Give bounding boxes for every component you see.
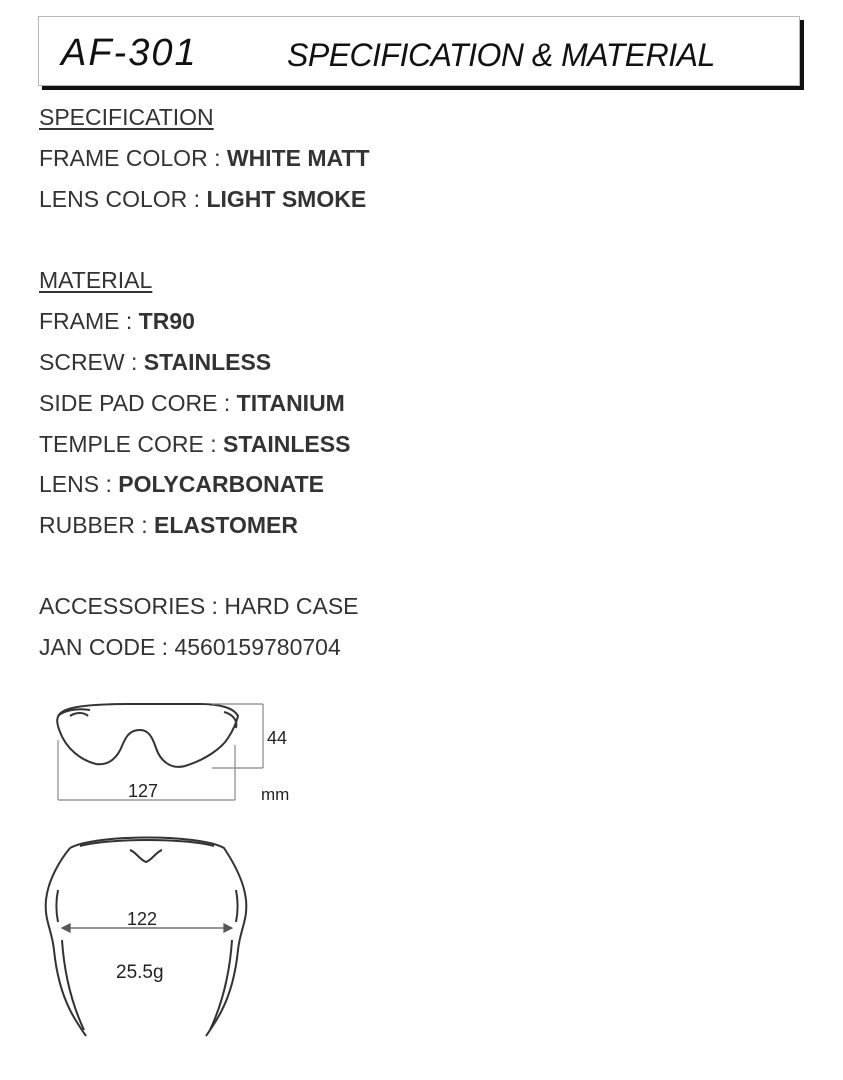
material-label: TEMPLE CORE :: [39, 431, 224, 457]
material-value: TITANIUM: [236, 390, 345, 416]
specification-heading: SPECIFICATION: [39, 104, 214, 130]
material-value: STAINLESS: [223, 431, 351, 457]
material-heading: MATERIAL: [39, 267, 153, 293]
document-title: SPECIFICATION & MATERIAL: [287, 37, 715, 73]
front-dimension-lines: [58, 704, 263, 800]
model-number: AF-301: [61, 32, 198, 74]
glasses-top-view: [46, 838, 247, 1037]
accessories: ACCESSORIES : HARD CASE: [39, 593, 359, 619]
material-label: LENS :: [39, 471, 119, 497]
jan-code: JAN CODE : 4560159780704: [39, 634, 341, 660]
unit-label: mm: [261, 785, 290, 804]
width-label: 127: [128, 781, 159, 801]
spec-value: LIGHT SMOKE: [206, 186, 367, 212]
material-label: FRAME :: [39, 308, 139, 334]
spec-label: FRAME COLOR :: [39, 145, 227, 171]
material-label: SIDE PAD CORE :: [39, 390, 237, 416]
spec-label: LENS COLOR :: [39, 186, 207, 212]
temple-width-label: 122: [127, 909, 158, 929]
material-value: ELASTOMER: [154, 512, 299, 538]
material-label: SCREW :: [39, 349, 144, 375]
spec-value: WHITE MATT: [226, 145, 370, 171]
glasses-front-view: [57, 704, 238, 767]
height-label: 44: [267, 728, 288, 748]
material-label: RUBBER :: [39, 512, 155, 538]
weight-label: 25.5g: [116, 962, 164, 983]
material-value: TR90: [138, 308, 195, 334]
material-value: POLYCARBONATE: [118, 471, 325, 497]
material-value: STAINLESS: [143, 349, 272, 375]
